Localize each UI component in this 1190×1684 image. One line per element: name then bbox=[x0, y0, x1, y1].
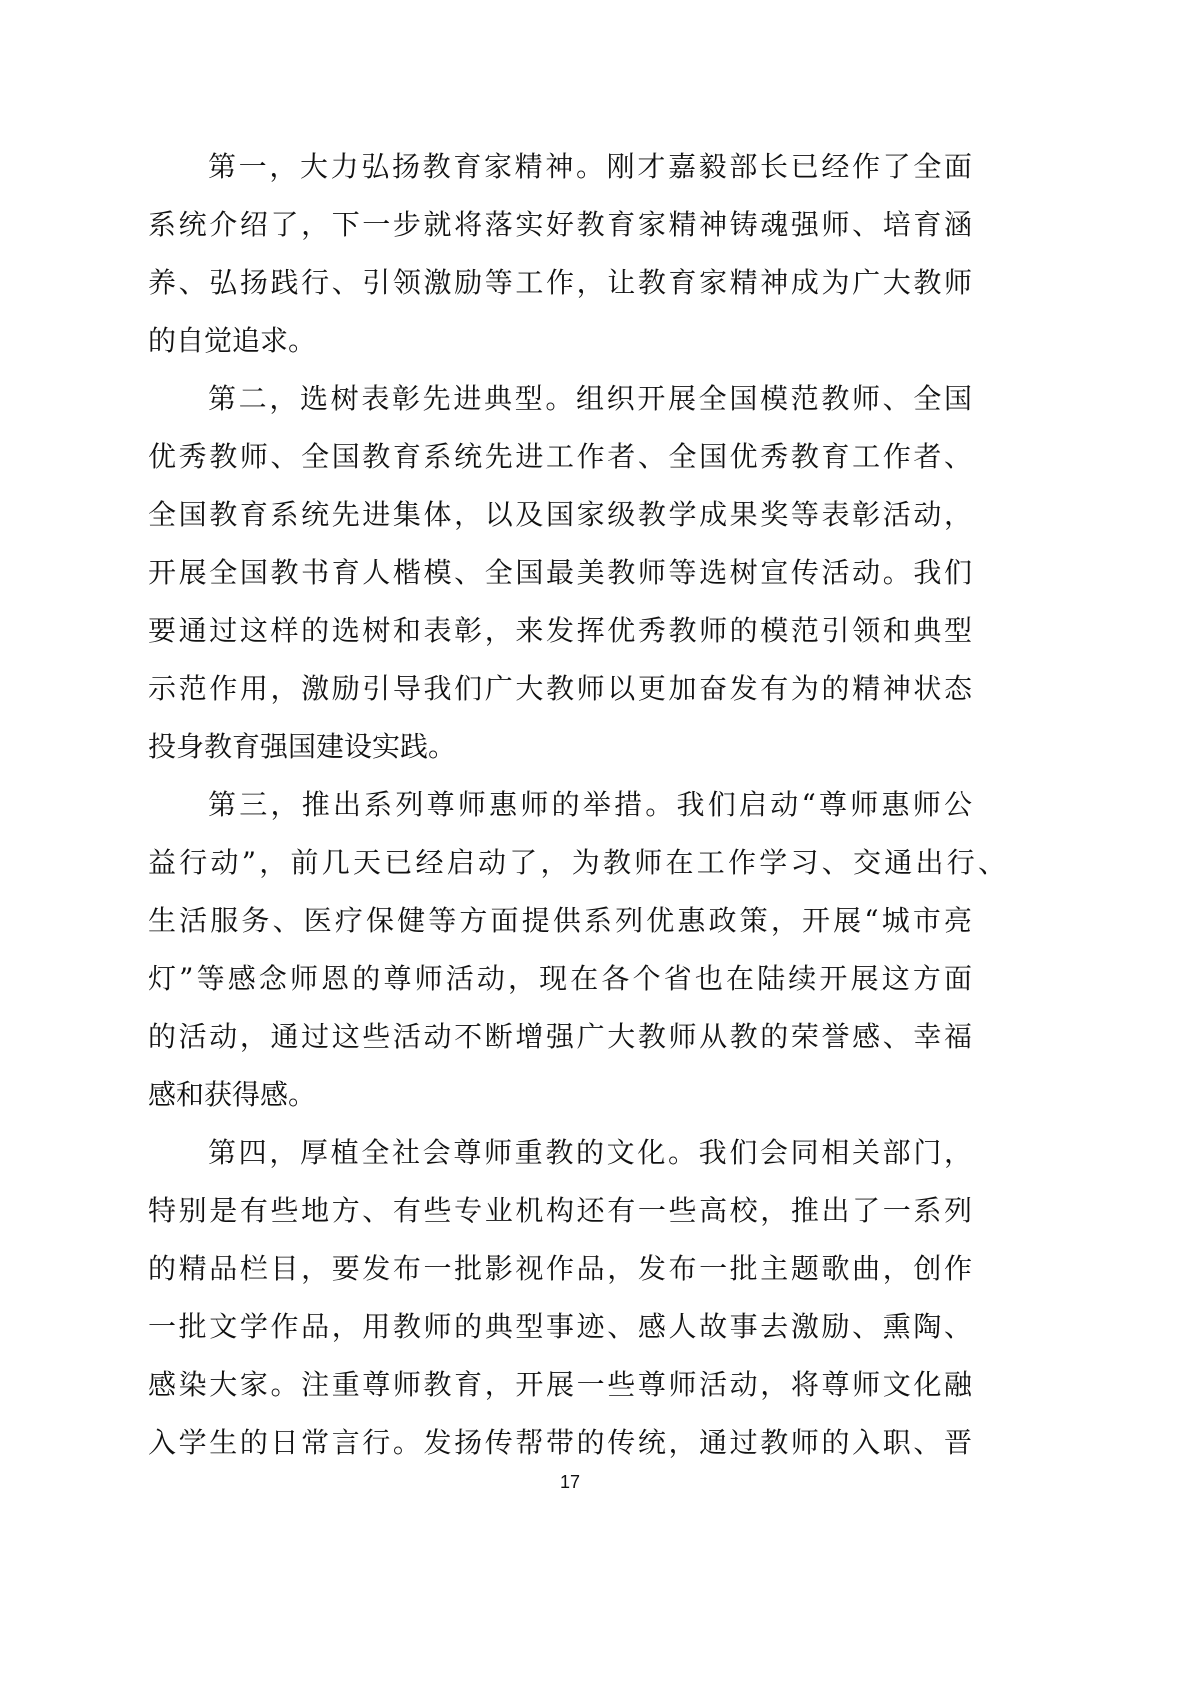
text-line: 系统介绍了，下一步就将落实好教育家精神铸魂强师、培育涵 bbox=[148, 208, 972, 241]
text-line: 开展全国教书育人楷模、全国最美教师等选树宣传活动。我们 bbox=[148, 556, 972, 589]
text-line: 第一，大力弘扬教育家精神。刚才嘉毅部长已经作了全面 bbox=[208, 150, 972, 183]
text-line: 一批文学作品，用教师的典型事迹、感人故事去激励、熏陶、 bbox=[148, 1310, 972, 1343]
text-line: 示范作用，激励引导我们广大教师以更加奋发有为的精神状态 bbox=[148, 672, 972, 705]
paragraph-2 bbox=[148, 370, 972, 776]
text-line: 感和获得感。 bbox=[148, 1078, 317, 1111]
text-line: 要通过这样的选树和表彰，来发挥优秀教师的模范引领和典型 bbox=[148, 614, 972, 647]
text-line: 生活服务、医疗保健等方面提供系列优惠政策，开展“城市亮 bbox=[148, 904, 972, 937]
text-line: 感染大家。注重尊师教育，开展一些尊师活动，将尊师文化融 bbox=[148, 1368, 972, 1401]
text-line: 益行动”，前几天已经启动了，为教师在工作学习、交通出行、 bbox=[148, 846, 1006, 879]
text-line: 养、弘扬践行、引领激励等工作，让教育家精神成为广大教师 bbox=[148, 266, 972, 299]
text-line: 的活动，通过这些活动不断增强广大教师从教的荣誉感、幸福 bbox=[148, 1020, 972, 1053]
text-line: 特别是有些地方、有些专业机构还有一些高校，推出了一系列 bbox=[148, 1194, 972, 1227]
text-line: 第二，选树表彰先进典型。组织开展全国模范教师、全国 bbox=[208, 382, 972, 415]
paragraph-4 bbox=[148, 1124, 972, 1472]
text-line: 灯”等感念师恩的尊师活动，现在各个省也在陆续开展这方面 bbox=[148, 962, 972, 995]
text-line: 全国教育系统先进集体，以及国家级教学成果奖等表彰活动， bbox=[148, 498, 972, 531]
text-line: 的自觉追求。 bbox=[148, 324, 317, 357]
text-line: 的精品栏目，要发布一批影视作品，发布一批主题歌曲，创作 bbox=[148, 1252, 972, 1285]
text-line: 投身教育强国建设实践。 bbox=[148, 730, 457, 763]
paragraph-1 bbox=[148, 138, 972, 370]
text-line: 优秀教师、全国教育系统先进工作者、全国优秀教育工作者、 bbox=[148, 440, 972, 473]
text-line: 第三，推出系列尊师惠师的举措。我们启动“尊师惠师公 bbox=[208, 788, 972, 821]
document-body bbox=[148, 138, 1006, 1472]
text-line: 入学生的日常言行。发扬传帮带的传统，通过教师的入职、晋 bbox=[148, 1426, 972, 1459]
page-number: 17 bbox=[559, 1472, 581, 1492]
text-line: 第四，厚植全社会尊师重教的文化。我们会同相关部门， bbox=[208, 1136, 972, 1169]
paragraph-3 bbox=[148, 776, 1006, 1124]
